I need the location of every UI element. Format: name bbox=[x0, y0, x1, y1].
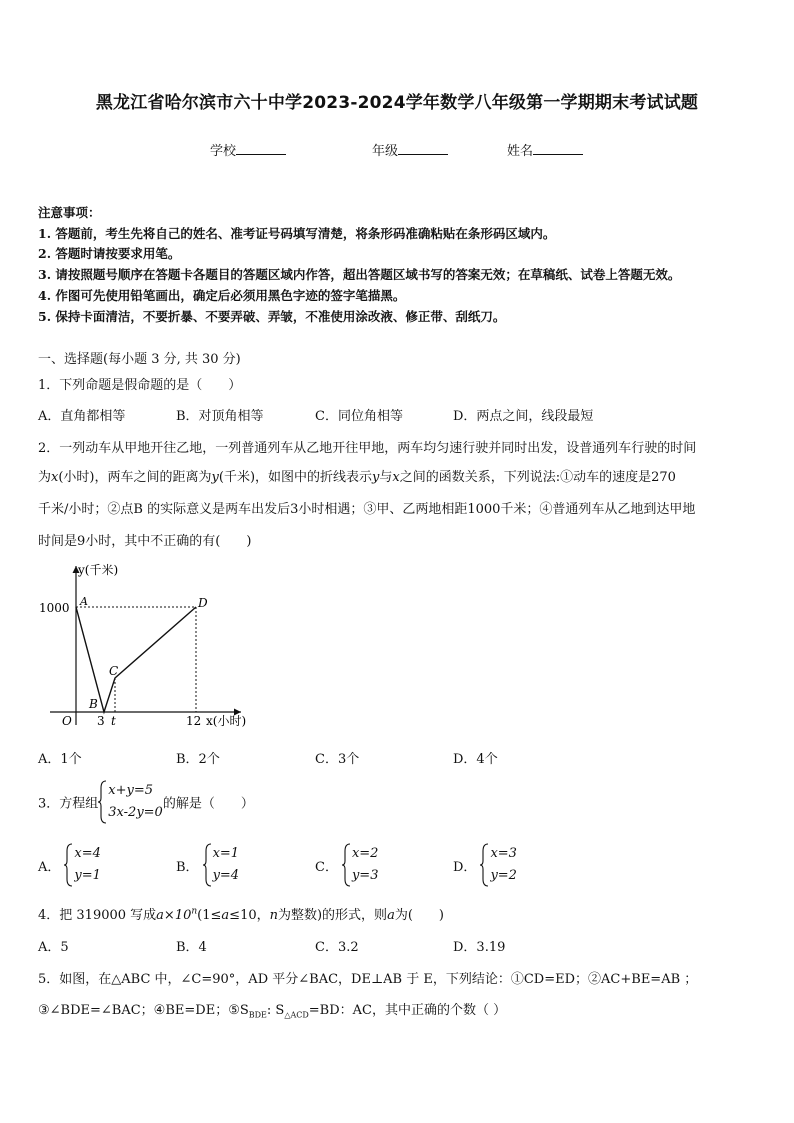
x-axis-label: x(小时) bbox=[206, 714, 247, 728]
question-4-options bbox=[38, 936, 758, 956]
q3-sol-line: y=2 bbox=[490, 868, 517, 883]
y-tick-label: 1000 bbox=[39, 601, 70, 615]
q3-option-label: A． bbox=[38, 859, 61, 875]
q4-option-d[interactable]: D．3.19 bbox=[453, 940, 506, 955]
q2-text: 为 bbox=[38, 470, 52, 485]
q4-expr: a×10 bbox=[156, 908, 192, 923]
brace-icon bbox=[480, 843, 490, 887]
q3-option-c[interactable] bbox=[315, 843, 378, 887]
school-label: 学校 bbox=[210, 144, 237, 159]
q2-function-graph bbox=[36, 560, 266, 735]
q4-text: (1≤ bbox=[197, 908, 222, 923]
q3-sol-line: y=4 bbox=[212, 868, 240, 883]
notes-heading: 注意事项： bbox=[38, 205, 101, 220]
point-label-d: D bbox=[198, 596, 208, 610]
section-heading: 一、选择题(每小题 3 分, 共 30 分) bbox=[38, 352, 241, 367]
q3-option-label: C． bbox=[315, 859, 338, 875]
q4-var: n bbox=[269, 908, 278, 923]
notes-block bbox=[38, 203, 680, 327]
q1-option-b[interactable]: B．对顶角相等 bbox=[176, 409, 264, 424]
q2-var: y bbox=[211, 470, 219, 485]
q3-sol-line: x=2 bbox=[351, 846, 379, 861]
question-2-line-3: 千米/小时；②点B 的实际意义是两车出发后3小时相遇；③甲、乙两地相距1000千米；④普通列车从乙地到达甲地 bbox=[38, 502, 696, 517]
school-blank[interactable] bbox=[236, 142, 286, 155]
y-axis-label: y(千米) bbox=[78, 563, 119, 577]
q5-text: : S bbox=[266, 1003, 285, 1018]
q3-eq2: 3x-2y=0 bbox=[108, 805, 163, 820]
q2-text: (千米)，如图中的折线表示 bbox=[218, 470, 373, 485]
question-5-line-1: 5．如图，在△ABC 中，∠C=90°，AD 平分∠BAC，DE⊥AB 于 E，下列结论：①CD=ED；②AC+BE=AB ； bbox=[38, 972, 698, 987]
note-item: 5. 保持卡面清洁，不要折暴、不要弄破、弄皱，不准使用涂改液、修正带、刮纸刀。 bbox=[38, 308, 506, 324]
q2-option-d[interactable]: D．4个 bbox=[453, 752, 498, 767]
q3-option-system bbox=[64, 843, 101, 887]
q2-option-c[interactable]: C．3个 bbox=[315, 752, 360, 767]
q2-var: x bbox=[392, 470, 400, 485]
brace-icon bbox=[98, 780, 108, 824]
q5-text: ③∠BDE=∠BAC；④BE=DE；⑤S bbox=[38, 1003, 249, 1018]
q3-option-label: D． bbox=[453, 859, 477, 875]
q3-option-d[interactable] bbox=[453, 843, 517, 887]
name-field bbox=[507, 140, 583, 159]
q3-text: 的解是（ ） bbox=[162, 796, 254, 812]
q1-option-c[interactable]: C．同位角相等 bbox=[315, 409, 403, 424]
q5-subscript: BDE bbox=[248, 1010, 267, 1020]
student-info-row bbox=[0, 140, 794, 160]
q4-option-c[interactable]: C．3.2 bbox=[315, 940, 359, 955]
q1-option-d[interactable]: D．两点之间，线段最短 bbox=[453, 409, 594, 424]
q3-option-system bbox=[480, 843, 517, 887]
question-2-line-2 bbox=[38, 466, 676, 485]
grade-blank[interactable] bbox=[398, 142, 448, 155]
point-label-c: C bbox=[109, 664, 119, 678]
q5-subscript: △ACD bbox=[284, 1010, 309, 1020]
q2-option-a[interactable]: A．1个 bbox=[38, 752, 82, 767]
question-3-stem bbox=[38, 780, 254, 824]
school-field bbox=[210, 140, 286, 159]
question-4-stem bbox=[38, 904, 444, 923]
q4-option-b[interactable]: B．4 bbox=[176, 940, 207, 955]
q4-text: 4．把 319000 写成 bbox=[38, 908, 157, 923]
brace-icon bbox=[342, 843, 352, 887]
q4-exponent: n bbox=[191, 906, 198, 917]
question-1-stem: 1．下列命题是假命题的是（ ） bbox=[38, 378, 242, 393]
question-2-line-4: 时间是9小时，其中不正确的有( ) bbox=[38, 534, 252, 549]
q3-option-a[interactable] bbox=[38, 843, 101, 887]
q4-var: a bbox=[221, 908, 230, 923]
q4-text: 为( ) bbox=[394, 908, 444, 923]
q2-var: y bbox=[372, 470, 380, 485]
note-item: 4. 作图可先使用铅笔画出，确定后必须用黑色字迹的签字笔描黑。 bbox=[38, 287, 406, 303]
q3-option-b[interactable] bbox=[176, 843, 239, 887]
brace-icon bbox=[64, 843, 74, 887]
grade-field bbox=[372, 140, 448, 159]
q3-text: 3．方程组 bbox=[38, 796, 99, 812]
q3-option-label: B． bbox=[176, 859, 199, 875]
question-2-line-1: 2．一列动车从甲地开往乙地，一列普通列车从乙地开往甲地，两车均匀速行驶并同时出发，设普通列车行驶的时间 bbox=[38, 441, 697, 456]
q3-option-system bbox=[203, 843, 240, 887]
point-label-a: A bbox=[80, 595, 88, 608]
q2-text: 之间的函数关系，下列说法:①动车的速度是270 bbox=[399, 470, 676, 485]
name-blank[interactable] bbox=[533, 142, 583, 155]
note-item: 1. 答题前，考生先将自己的姓名、准考证号码填写清楚，将条形码准确粘贴在条形码区域内。 bbox=[38, 225, 556, 241]
name-label: 姓名 bbox=[507, 144, 534, 159]
q3-sol-line: y=3 bbox=[351, 868, 379, 883]
question-2-options bbox=[38, 748, 758, 768]
q3-option-system bbox=[342, 843, 379, 887]
grade-label: 年级 bbox=[372, 144, 399, 159]
question-1-options bbox=[38, 405, 758, 425]
page-title: 黑龙江省哈尔滨市六十中学2023-2024学年数学八年级第一学期期末考试试题 bbox=[95, 93, 699, 113]
q4-text: ≤10， bbox=[229, 908, 270, 923]
q3-sol-line: x=1 bbox=[212, 846, 240, 861]
brace-icon bbox=[203, 843, 213, 887]
q4-option-a[interactable]: A．5 bbox=[38, 940, 69, 955]
x-tick-label: 12 bbox=[186, 714, 202, 728]
q1-option-a[interactable]: A．直角都相等 bbox=[38, 409, 126, 424]
q4-var: a bbox=[387, 908, 395, 923]
origin-label: O bbox=[62, 714, 72, 728]
note-item: 2. 答题时请按要求用笔。 bbox=[38, 246, 181, 262]
point-label-b: B bbox=[89, 697, 98, 711]
q2-option-b[interactable]: B．2个 bbox=[176, 752, 220, 767]
question-5-line-2 bbox=[38, 999, 506, 1020]
q3-sol-line: x=4 bbox=[74, 846, 101, 861]
q3-equation-system bbox=[98, 780, 163, 824]
q5-text: =BD：AC，其中正确的个数（ ） bbox=[308, 1003, 507, 1018]
note-item: 3. 请按照题号顺序在答题卡各题目的答题区域内作答，超出答题区域书写的答案无效；在草稿纸、试卷上答题无效。 bbox=[38, 267, 681, 283]
q3-sol-line: x=3 bbox=[490, 846, 517, 861]
q2-text: 与 bbox=[379, 470, 393, 485]
q4-text: 为整数)的形式，则 bbox=[277, 908, 388, 923]
q2-text: (小时)，两车之间的距离为 bbox=[58, 470, 212, 485]
x-tick-label: t bbox=[111, 714, 116, 728]
q2-var: x bbox=[51, 470, 59, 485]
x-tick-label: 3 bbox=[97, 714, 105, 728]
q3-sol-line: y=1 bbox=[74, 868, 101, 883]
q3-eq1: x+y=5 bbox=[108, 783, 154, 798]
